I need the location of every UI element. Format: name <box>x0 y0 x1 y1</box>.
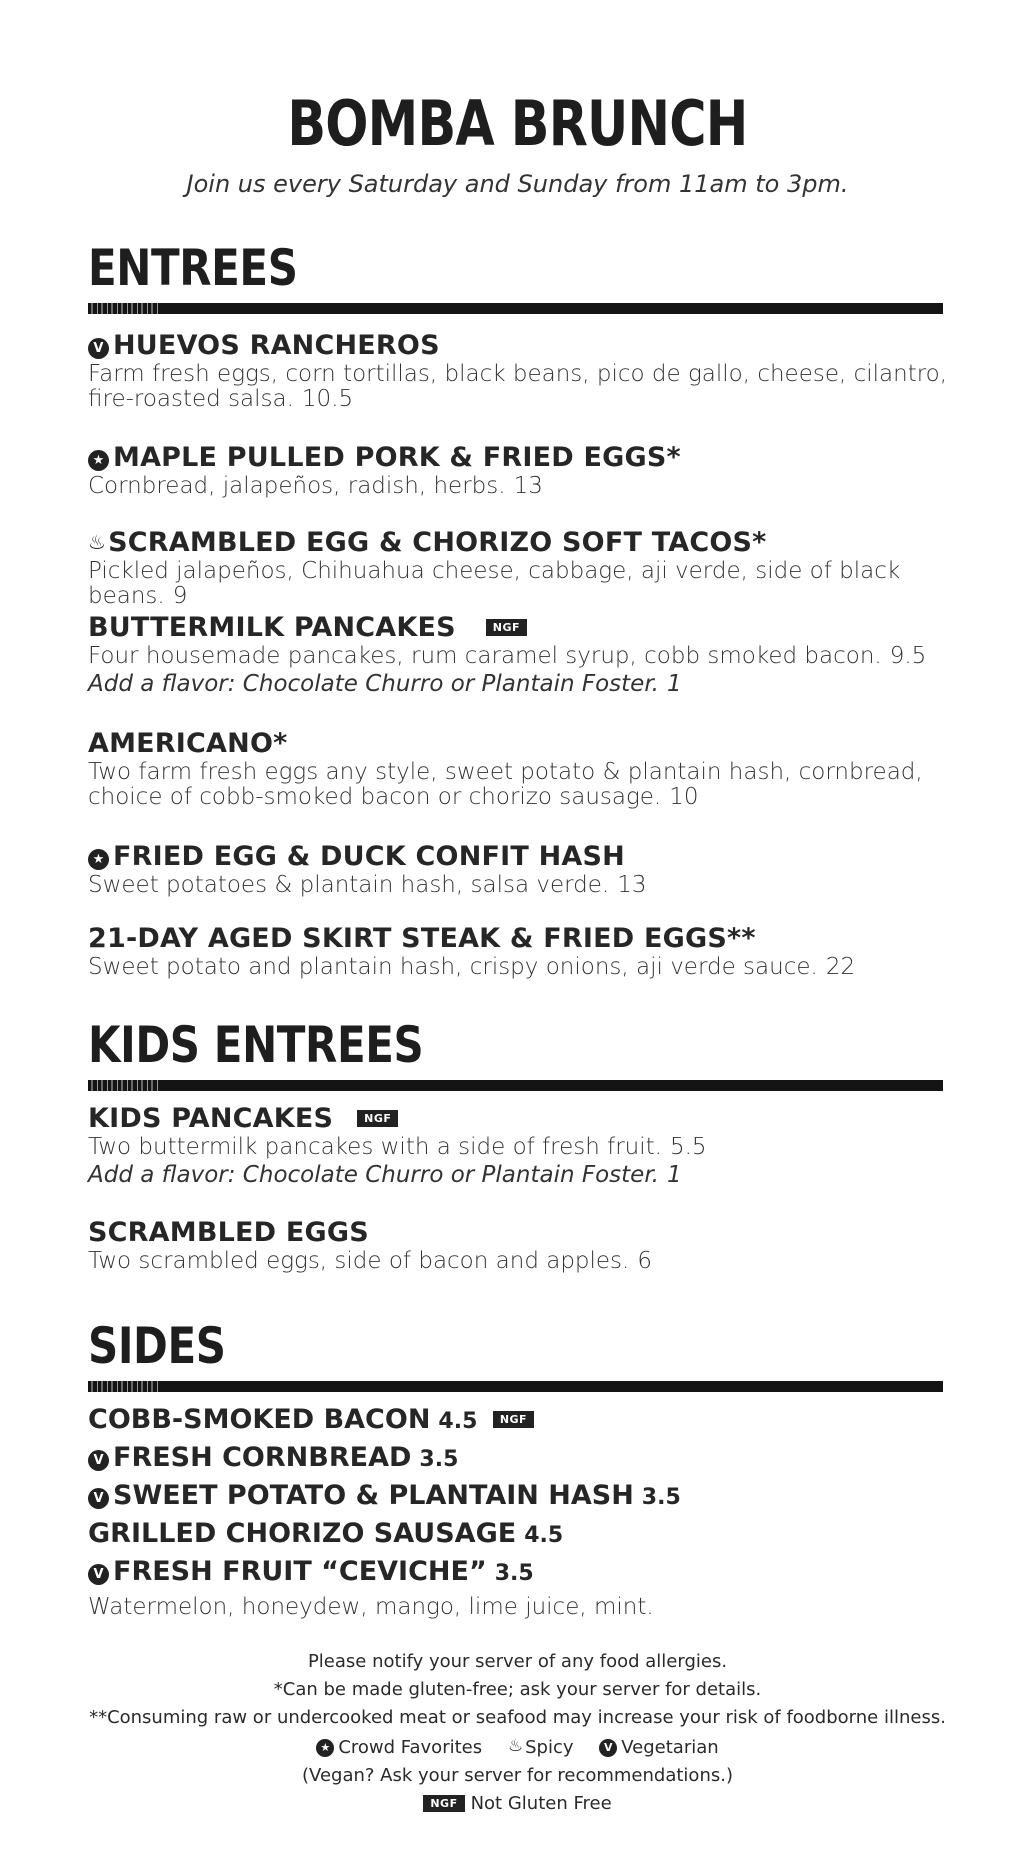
menu-item <box>88 923 958 980</box>
menu-item <box>88 841 958 898</box>
vegetarian-icon: V <box>599 1739 617 1757</box>
star-icon: ★ <box>88 849 109 870</box>
item-name: SWEET POTATO & PLANTAIN HASH <box>113 1480 634 1511</box>
item-price: 4.5 <box>438 1409 478 1434</box>
item-price: 9 <box>172 583 188 609</box>
item-name: AMERICANO* <box>88 728 288 759</box>
item-description: Pickled jalapeños, Chihuahua cheese, cabbage, aji verde, side of black beans. <box>88 558 901 609</box>
menu-item <box>88 526 958 609</box>
raw-food-warning: **Consuming raw or undercooked meat or seafood may increase your risk of foodborne illness. <box>89 1707 946 1728</box>
item-price: 3.5 <box>494 1561 534 1586</box>
star-icon: ★ <box>316 1739 334 1757</box>
item-price: 4.5 <box>524 1523 564 1548</box>
ngf-badge: NGF <box>486 619 527 636</box>
item-description: Four housemade pancakes, rum caramel syrup, cobb smoked bacon. <box>88 643 882 669</box>
item-description: Sweet potato and plantain hash, crispy onions, aji verde sauce. <box>88 954 818 980</box>
menu-item <box>88 728 958 810</box>
vegetarian-icon: V <box>88 1564 109 1585</box>
item-name: SCRAMBLED EGG & CHORIZO SOFT TACOS* <box>108 527 767 558</box>
item-price: 6 <box>637 1248 652 1274</box>
section-heading-entrees: ENTREES <box>88 239 298 297</box>
menu-item <box>88 1217 958 1274</box>
item-name: SCRAMBLED EGGS <box>88 1217 369 1248</box>
menu-tagline: Join us every Saturday and Sunday from 11am to 3pm. <box>186 170 849 198</box>
item-price: 10.5 <box>301 386 354 412</box>
item-name: FRESH CORNBREAD <box>113 1442 412 1473</box>
flame-icon: ♨ <box>507 1736 524 1756</box>
side-item <box>88 1404 534 1438</box>
ngf-legend <box>0 1790 1020 1818</box>
item-name: HUEVOS RANCHEROS <box>113 330 440 361</box>
menu-item <box>88 330 958 412</box>
item-description: Two farm fresh eggs any style, sweet potato & plantain hash, cornbread, choice of cobb-smoked bacon or chorizo sausage. <box>88 759 923 810</box>
item-description: Two buttermilk pancakes with a side of fresh fruit. <box>88 1134 662 1160</box>
gluten-free-note: *Can be made gluten-free; ask your server for details. <box>273 1679 762 1700</box>
ngf-legend-text: Not Gluten Free <box>470 1793 612 1814</box>
menu-item <box>88 1103 958 1190</box>
vegan-note: (Vegan? Ask your server for recommendations.) <box>302 1765 733 1786</box>
addon-price: 1 <box>666 671 682 697</box>
item-description: Farm fresh eggs, corn tortillas, black beans, pico de gallo, cheese, cilantro, fire-roasted salsa. <box>88 361 948 412</box>
legend-spicy: Spicy <box>525 1737 574 1758</box>
item-name: GRILLED CHORIZO SAUSAGE <box>88 1518 517 1549</box>
icon-legend <box>0 1732 1020 1762</box>
item-name: COBB-SMOKED BACON <box>88 1404 431 1435</box>
side-item <box>88 1480 681 1514</box>
allergy-note: Please notify your server of any food allergies. <box>307 1651 728 1672</box>
item-name: KIDS PANCAKES <box>88 1103 334 1134</box>
item-addon: Add a flavor: Chocolate Churro or Plantain Foster. <box>88 671 659 697</box>
star-icon: ★ <box>88 450 109 471</box>
menu-item <box>88 612 958 699</box>
addon-price: 1 <box>666 1162 682 1188</box>
legend-favorites: Crowd Favorites <box>338 1737 483 1758</box>
item-name: BUTTERMILK PANCAKES <box>88 612 456 643</box>
section-divider <box>88 303 943 314</box>
side-item <box>88 1442 458 1476</box>
section-heading-kids: KIDS ENTREES <box>88 1016 424 1074</box>
item-addon: Add a flavor: Chocolate Churro or Plantain Foster. <box>88 1162 659 1188</box>
section-divider <box>88 1381 943 1392</box>
item-price: 3.5 <box>419 1447 459 1472</box>
item-price: 3.5 <box>641 1485 681 1510</box>
item-price: 13 <box>513 473 543 499</box>
side-item <box>88 1556 534 1590</box>
ngf-badge: NGF <box>423 1795 464 1812</box>
menu-footer <box>0 1648 1020 1818</box>
section-divider <box>88 1080 943 1091</box>
vegetarian-icon: V <box>88 338 109 359</box>
item-description: Cornbread, jalapeños, radish, herbs. <box>88 473 506 499</box>
item-price: 22 <box>825 954 856 980</box>
item-price: 5.5 <box>669 1134 707 1160</box>
vegetarian-icon: V <box>88 1450 109 1471</box>
item-name: FRESH FRUIT “CEVICHE” <box>113 1556 487 1587</box>
item-price: 9.5 <box>889 643 927 669</box>
flame-icon: ♨ <box>88 530 107 554</box>
menu-title: BOMBA BRUNCH <box>287 87 748 160</box>
ngf-badge: NGF <box>357 1110 398 1127</box>
item-description: Sweet potatoes & plantain hash, salsa verde. <box>88 872 610 898</box>
item-description: Two scrambled eggs, side of bacon and apples. <box>88 1248 630 1274</box>
item-name: MAPLE PULLED PORK & FRIED EGGS* <box>113 442 681 473</box>
item-price: 13 <box>617 872 647 898</box>
menu-item <box>88 442 958 499</box>
item-description: Watermelon, honeydew, mango, lime juice, mint. <box>88 1594 654 1620</box>
item-name: 21-DAY AGED SKIRT STEAK & FRIED EGGS** <box>88 923 756 954</box>
side-item <box>88 1518 563 1552</box>
ngf-badge: NGF <box>493 1411 534 1428</box>
legend-vegetarian: Vegetarian <box>621 1737 719 1758</box>
vegetarian-icon: V <box>88 1488 109 1509</box>
item-name: FRIED EGG & DUCK CONFIT HASH <box>113 841 625 872</box>
item-price: 10 <box>669 784 699 810</box>
section-heading-sides: SIDES <box>88 1317 226 1375</box>
